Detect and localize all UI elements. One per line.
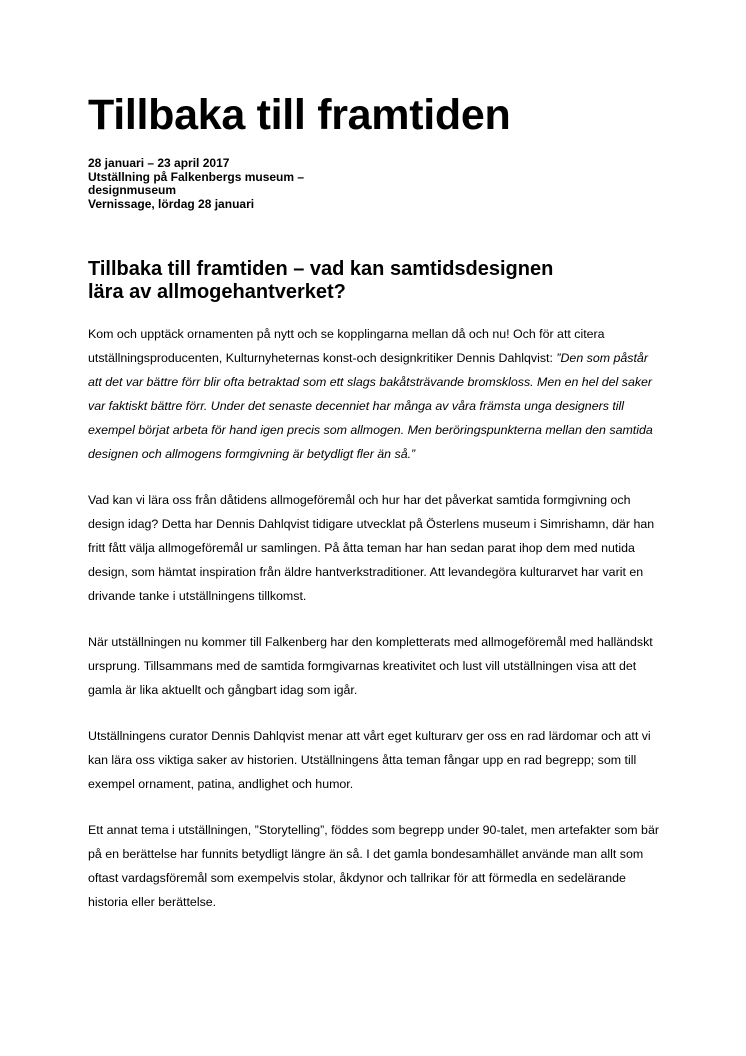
- body-paragraph: Utställningens curator Dennis Dahlqvist menar att vårt eget kulturarv ger oss en rad lärdomar och att vi kan lära oss viktiga saker av historien. Utställningens åtta teman fångar upp en rad begrepp; som till exempel ornament, patina, andlighet och humor.: [88, 729, 651, 791]
- page-title: Tillbaka till framtiden: [88, 91, 511, 139]
- article-subtitle: [88, 258, 648, 304]
- body-paragraph: Vad kan vi lära oss från dåtidens allmogeföremål och hur har det påverkat samtida formgivning och design idag? Detta har Dennis Dahlqvist tidigare utvecklat på Österlens museum i Simrishamn, där han fritt fått välja allmogeföremål ur samlingen. På åtta teman har han sedan parat ihop dem med nutida design, som hämtat inspiration från äldre hantverkstraditioner. Att levandegöra kulturarvet har varit en drivande tanke i utställningens tillkomst.: [88, 493, 655, 603]
- exhibition-venue-line-2: designmuseum: [88, 183, 177, 197]
- subtitle-line-2: lära av allmogehantverket?: [88, 281, 346, 303]
- article-body: [88, 322, 660, 936]
- body-paragraph: När utställningen nu kommer till Falkenberg har den kompletterats med allmogeföremål med halländskt ursprung. Tillsammans med de samtida formgivarnas kreativitet och lust vill utställningen visa att det gamla är lika aktuellt och gångbart idag som igår.: [88, 635, 653, 697]
- body-paragraph-intro: [88, 322, 660, 466]
- exhibition-venue-line-1: Utställning på Falkenbergs museum –: [88, 169, 305, 184]
- vernissage-date: Vernissage, lördag 28 januari: [88, 196, 255, 211]
- curator-quote: ”Den som påstår att det var bättre förr blir ofta betraktad som ett slags bakåtsträvande bromskloss. Men en hel del saker var faktiskt bättre förr. Under det senaste decenniet har många av våra främsta unga designers till exempel börjat arbeta för hand igen precis som allmogen. Men beröringspunkterna mellan den samtida designen och allmogens formgivning är betydligt fler än så.”: [88, 351, 653, 461]
- subtitle-line-1: Tillbaka till framtiden – vad kan samtidsdesignen: [88, 258, 554, 280]
- exhibition-dates: 28 januari – 23 april 2017: [88, 156, 230, 170]
- intro-text: Kom och upptäck ornamenten på nytt och se kopplingarna mellan då och nu! Och för att citera utställningsproducenten, Kulturnyheternas konst-och designkritiker Dennis Dahlqvist:: [88, 327, 605, 365]
- exhibition-meta: [88, 157, 304, 211]
- body-paragraph: Ett annat tema i utställningen, ”Storytelling”, föddes som begrepp under 90-talet, men artefakter som bär på en berättelse har funnits betydligt längre än så. I det gamla bondesamhället använde man allt som oftast vardagsföremål som exempelvis stolar, åkdynor och tallrikar för att förmedla en sedelärande historia eller berättelse.: [88, 823, 659, 909]
